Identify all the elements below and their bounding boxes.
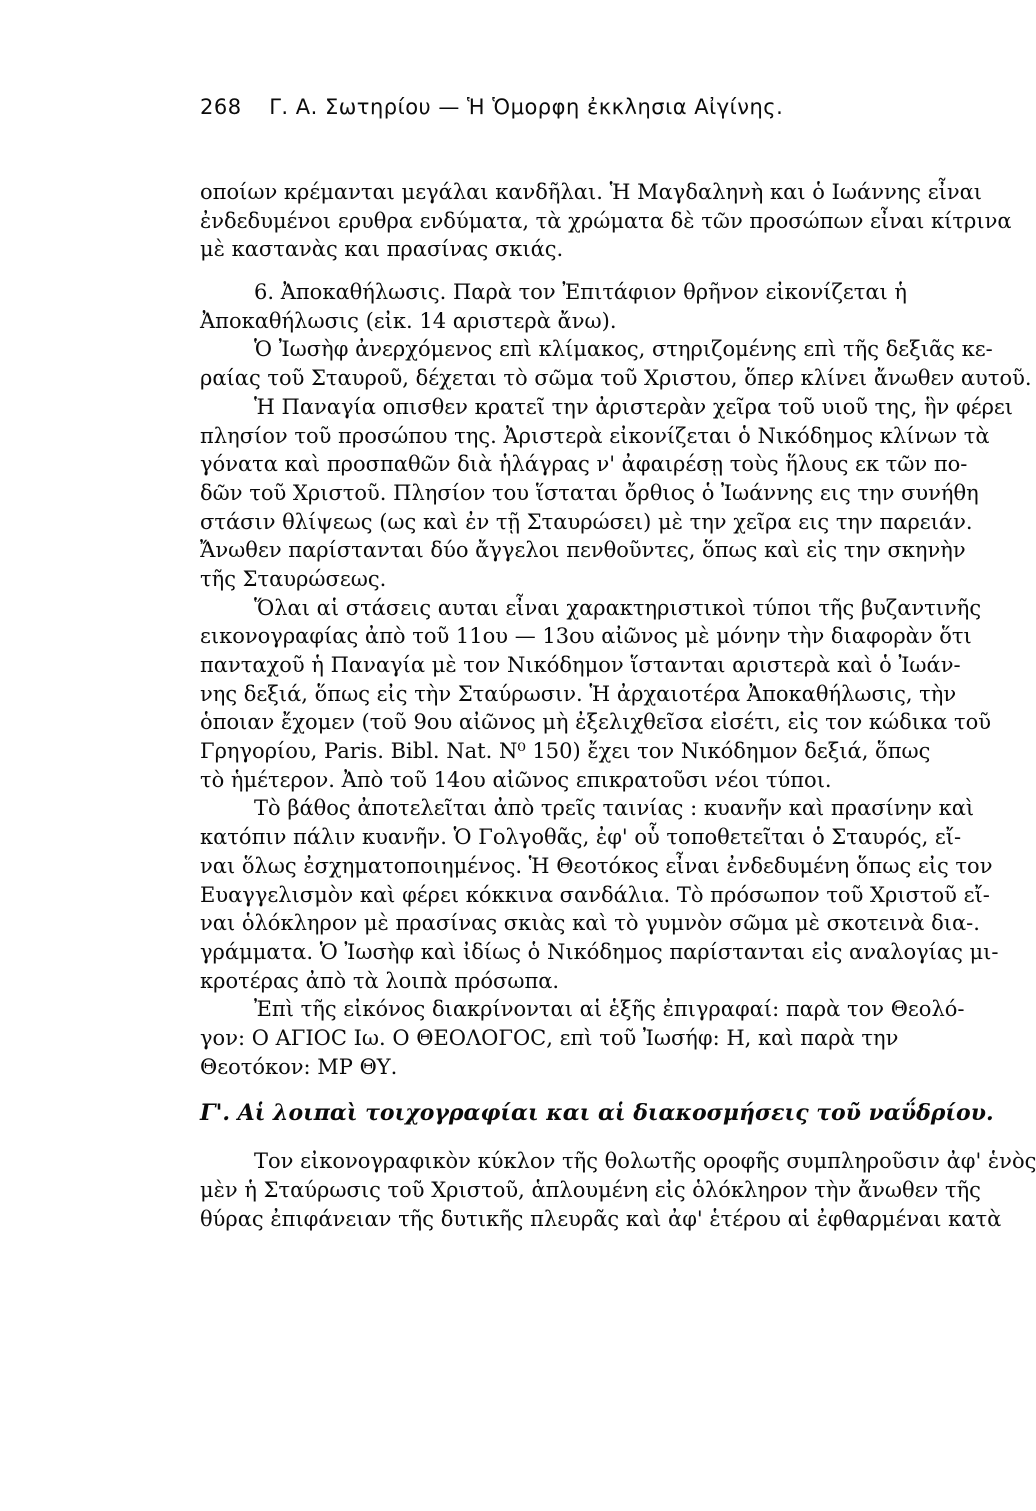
text-line: κατόπιν πάλιν κυανῆν. Ὁ Γολγοθᾶς, ἐφ' οὗ τοποθετεῖται ὁ Σταυρός, εἴ- xyxy=(200,825,962,850)
text-line: πανταχοῦ ἡ Παναγία μὲ τον Νικόδημον ἵστανται αριστερὰ καὶ ὁ Ἰωάν- xyxy=(200,653,961,677)
text-line: 6. Ἀποκαθήλωσις. Παρὰ τον Ἐπιτάφιον θρῆνον εἰκονίζεται ἡ xyxy=(254,280,907,305)
spacer xyxy=(200,1081,815,1099)
spacer xyxy=(200,1129,815,1147)
text-line: Ἄνωθεν παρίστανται δύο ἄγγελοι πενθοῦντες, ὅπως καὶ εἰς την σκηνὴν xyxy=(200,538,966,563)
text-line: εικονογραφίας ἀπὸ τοῦ 11ου — 13ου αἰῶνος μὲ μόνην τὴν διαφορὰν ὅτι xyxy=(200,624,972,649)
text-line: Γρηγορίου, Paris. Bibl. Nat. N⁰ 150) ἔχει τον Νικόδημον δεξιά, ὅπως xyxy=(200,739,931,764)
text-line: γράμματα. Ὁ Ἰωσὴφ καὶ ἰδίως ὁ Νικόδημος παρίστανται εἰς αναλογίας μι- xyxy=(200,939,999,964)
text-line: Τον εἰκονογραφικὸν κύκλον τῆς θολωτῆς οροφῆς συμπληροῦσιν ἀφ' ἑνὸς xyxy=(254,1149,1036,1174)
text-line: Ἀποκαθήλωσις (εἰκ. 14 αριστερὰ ἄνω). xyxy=(200,308,617,333)
text-line: μὲν ἡ Σταύρωσις τοῦ Χριστοῦ, ἁπλουμένη εἰς ὁλόκληρον τὴν ἄνωθεν τῆς xyxy=(200,1178,981,1202)
text-line: Θεοτόκον: ΜΡ ΘΥ. xyxy=(200,1054,398,1079)
text-line: Τὸ βάθος ἀποτελεῖται ἀπὸ τρεῖς ταινίας : κυανῆν καὶ πρασίνην καὶ xyxy=(254,796,975,821)
text-line: πλησίον τοῦ προσώπου της. Ἀριστερὰ εἰκονίζεται ὁ Νικόδημος κλίνων τὰ xyxy=(200,423,990,448)
text-line: δῶν τοῦ Χριστοῦ. Πλησίον του ἵσταται ὄρθιος ὁ Ἰωάννης εις την συνήθη xyxy=(200,480,979,505)
text-line: οποίων κρέμανται μεγάλαι κανδῆλαι. Ἡ Μαγδαληνὴ και ὁ Ιωάννης εἶναι xyxy=(200,180,983,204)
text-line: Ὅλαι αἱ στάσεις αυται εἶναι χαρακτηριστικοὶ τύποι τῆς βυζαντινῆς xyxy=(254,595,982,620)
running-header xyxy=(200,95,820,119)
text-line: τῆς Σταυρώσεως. xyxy=(200,566,387,591)
text-line: ναι ὅλως ἐσχηματοποιημένος. Ἡ Θεοτόκος εἶναι ἐνδεδυμένη ὅπως εἰς τον xyxy=(200,853,993,878)
text-line: ἐνδεδυμένοι ερυθρα ενδύματα, τὰ χρώματα δὲ τῶν προσώπων εἶναι κίτρινα xyxy=(200,208,1012,233)
text-line: Ευαγγελισμὸν καὶ φέρει κόκκινα σανδάλια. Τὸ πρόσωπον τοῦ Χριστοῦ εἴ- xyxy=(200,882,990,907)
text-line: ραίας τοῦ Σταυροῦ, δέχεται τὸ σῶμα τοῦ Χριστου, ὅπερ κλίνει ἄνωθεν αυτοῦ. xyxy=(200,366,1032,391)
section-heading: Γ'. Αἱ λοιπαὶ τοιχογραφίαι και αἱ διακοσμήσεις τοῦ ναΰδρίου. xyxy=(200,1100,994,1127)
text-line: ὁποιαν ἔχομεν (τοῦ 9ου αἰῶνος μὴ ἐξελιχθεῖσα εἰσέτι, εἰς τον κώδικα τοῦ xyxy=(200,710,992,735)
spacer xyxy=(200,264,815,278)
text-line: Ἡ Παναγία οπισθεν κρατεῖ την ἀριστερὰν χεῖρα τοῦ υιοῦ της, ἣν φέρει xyxy=(254,394,1014,419)
text-line: κροτέρας ἀπὸ τὰ λοιπὰ πρόσωπα. xyxy=(200,968,560,993)
text-line: γόνατα καὶ προσπαθῶν διὰ ἡλάγρας ν' ἀφαιρέσῃ τοὺς ἥλους εκ τῶν πο- xyxy=(200,452,968,477)
text-line: Ἐπὶ τῆς εἰκόνος διακρίνονται αἱ ἑξῆς ἐπιγραφαί: παρὰ τον Θεολό- xyxy=(254,997,965,1022)
text-line: θύρας ἐπιφάνειαν τῆς δυτικῆς πλευρᾶς καὶ ἀφ' ἑτέρου αἱ ἐφθαρμέναι κατὰ xyxy=(200,1206,1002,1231)
text-line: ναι ὁλόκληρον μὲ πρασίνας σκιὰς καὶ τὸ γυμνὸν σῶμα μὲ σκοτεινὰ δια-. xyxy=(200,911,980,936)
text-line: τὸ ἡμέτερον. Ἀπὸ τοῦ 14ου αἰῶνος επικρατοῦσι νέοι τύποι. xyxy=(200,767,832,792)
page-body xyxy=(200,178,1036,1233)
text-line: νης δεξιά, ὅπως εἰς τὴν Σταύρωσιν. Ἡ ἀρχαιοτέρα Ἀποκαθήλωσις, τὴν xyxy=(200,681,957,706)
text-line: στάσιν θλίψεως (ως καὶ ἐν τῇ Σταυρώσει) μὲ την χεῖρα εις την παρειάν. xyxy=(200,509,973,534)
page-number: 268 xyxy=(200,95,242,119)
running-title: Γ. Α. Σωτηρίου — Ἡ Ὁμορφη ἐκκλησια Αἰγίνης. xyxy=(269,95,784,119)
text-line: γον: Ο ΑΓΙΟϹ Ιω. Ο ΘΕΟΛΟΓΟϹ, επὶ τοῦ Ἰωσήφ: Η, καὶ παρὰ την xyxy=(200,1025,899,1050)
text-line: μὲ καστανὰς και πρασίνας σκιάς. xyxy=(200,237,564,262)
text-line: Ὁ Ἰωσὴφ ἀνερχόμενος επὶ κλίμακος, στηριζομένης επὶ τῆς δεξιᾶς κε- xyxy=(254,337,993,362)
